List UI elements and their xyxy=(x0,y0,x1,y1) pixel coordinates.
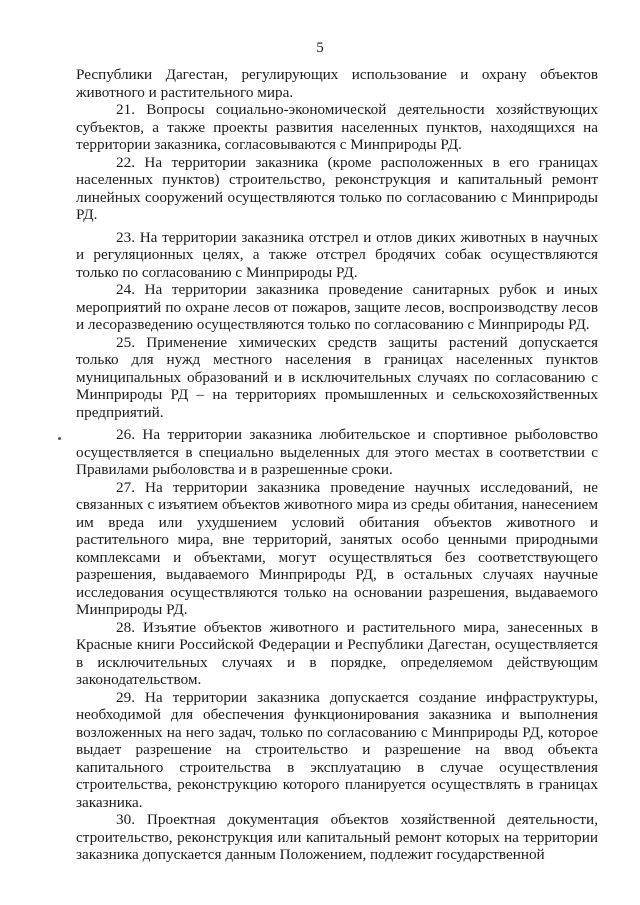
paragraph-24: 24. На территории заказника проведение санитарных рубок и иных мероприятий по охране лесов от пожаров, защите лесов, воспроизводству лесов и лесоразведению осуществляются только по согласованию с Минприроды РД. xyxy=(76,281,598,333)
paragraph-29: 29. На территории заказника допускается создание инфраструктуры, необходимой для обеспечения функционирования заказника и выполнения возложенных на него задач, только по согласованию с Минприроды РД, которое выдает разрешение на строительство и разрешение на ввод объекта капитального строительства в эксплуатацию в случае осуществления строительства, реконструкцию которого планируется осуществлять в границах заказника. xyxy=(76,688,598,811)
paragraph-30: 30. Проектная документация объектов хозяйственной деятельности, строительство, реконструкция или капитальный ремонт которых на территории заказника допускается данным Положением, подлежит государственной xyxy=(76,811,598,863)
margin-dot-mark xyxy=(58,437,61,440)
paragraph-27: 27. На территории заказника проведение научных исследований, не связанных с изъятием объектов животного мира из среды обитания, нанесением им вреда или ухудшением условий обитания объектов животного и растительного мира, вне территорий, занятых особо ценными природными комплексами и объектами, могут осуществляться без соответствующего разрешения, выдаваемого Минприроды РД, в остальных случаях научные исследования осуществляются только на основании разрешения, выдаваемого Минприроды РД. xyxy=(76,478,598,618)
paragraph-25: 25. Применение химических средств защиты растений допускается только для нужд местного населения в границах населенных пунктов муниципальных образований и в исключительных случаях по согласованию с Минприроды РД – на территориях промышленных и сельскохозяйственных предприятий. xyxy=(76,333,598,421)
paragraph-22: 22. На территории заказника (кроме расположенных в его границах населенных пунктов) строительство, реконструкция и капитальный ремонт линейных сооружений осуществляются только по согласованию с Минприроды РД. xyxy=(76,153,598,223)
page-number: 5 xyxy=(316,40,324,56)
paragraph-21: 21. Вопросы социально-экономической деятельности хозяйствующих субъектов, а также проекты развития населенных пунктов, находящихся на территории заказника, согласовываются с Минприроды РД. xyxy=(76,101,598,153)
document-body xyxy=(76,66,598,864)
paragraph-28: 28. Изъятие объектов животного и растительного мира, занесенных в Красные книги Российской Федерации и Республики Дагестан, осуществляется в исключительных случаях и в порядке, определяемом действующим законодательством. xyxy=(76,618,598,688)
paragraph-continuation: Республики Дагестан, регулирующих использование и охрану объектов животного и растительного мира. xyxy=(76,66,598,101)
paragraph-23: 23. На территории заказника отстрел и отлов диких животных в научных и регуляционных целях, а также отстрел бродячих собак осуществляются только по согласованию с Минприроды РД. xyxy=(76,228,598,281)
paragraph-26: 26. На территории заказника любительское и спортивное рыболовство осуществляется в специально выделенных для этого местах в соответствии с Правилами рыболовства и в разрешенные сроки. xyxy=(76,426,598,478)
